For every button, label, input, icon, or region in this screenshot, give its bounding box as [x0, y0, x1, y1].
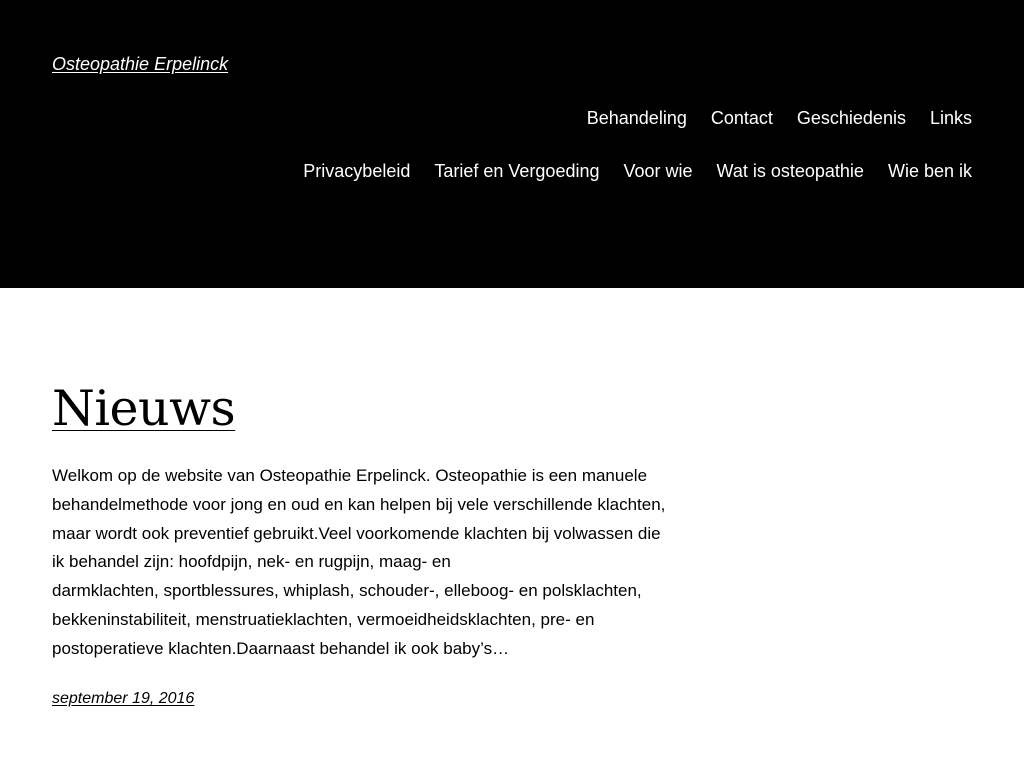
nav-item-behandeling	[587, 106, 687, 130]
nav-link-contact[interactable]: Contact	[710, 108, 773, 128]
site-header	[0, 0, 1024, 288]
nav-link-wie-ben-ik[interactable]: Wie ben ik	[887, 161, 972, 181]
nav-item-geschiedenis	[797, 106, 906, 130]
nav-link-geschiedenis[interactable]: Geschiedenis	[796, 108, 906, 128]
excerpt-line: Welkom op de website van Osteopathie Erpelinck. Osteopathie is een manuele	[52, 466, 648, 485]
main-navigation-row-1	[587, 106, 972, 130]
site-title-link[interactable]: Osteopathie Erpelinck	[52, 54, 229, 74]
nav-link-behandeling[interactable]: Behandeling	[586, 108, 687, 128]
nav-link-links[interactable]: Links	[929, 108, 972, 128]
excerpt-line: darmklachten, sportblessures, whiplash, schouder-, elleboog- en polsklachten,	[52, 581, 642, 601]
nav-item-links	[930, 106, 972, 130]
nav-link-privacybeleid[interactable]: Privacybeleid	[303, 161, 411, 181]
excerpt-line: bekkeninstabiliteit, menstruatieklachten, vermoeidheidsklachten, pre- en	[52, 609, 595, 629]
nav-item-voor-wie	[623, 159, 692, 183]
nav-item-wat-is-osteopathie	[717, 159, 864, 183]
post-title-link[interactable]: Nieuws	[52, 380, 236, 437]
nav-item-wie-ben-ik	[888, 159, 972, 183]
main-content	[52, 288, 712, 768]
nav-item-privacybeleid	[303, 159, 410, 183]
nav-link-tarief-en-vergoeding[interactable]: Tarief en Vergoeding	[434, 161, 600, 181]
post-excerpt	[52, 462, 712, 664]
excerpt-line: postoperatieve klachten.Daarnaast behandel ik ook baby’s…	[52, 638, 510, 658]
nav-item-tarief-en-vergoeding	[434, 159, 599, 183]
excerpt-line: ik behandel zijn: hoofdpijn, nek- en rugpijn, maag- en	[52, 552, 451, 572]
excerpt-line: maar wordt ook preventief gebruikt.Veel voorkomende klachten bij volwassen die	[52, 523, 661, 543]
main-navigation-row-2	[303, 159, 972, 183]
post-date-link[interactable]: september 19, 2016	[52, 690, 195, 707]
nav-item-contact	[711, 106, 773, 130]
nav-link-voor-wie[interactable]: Voor wie	[623, 161, 693, 181]
excerpt-line: behandelmethode voor jong en oud en kan helpen bij vele verschillende klachten,	[52, 494, 666, 514]
nav-link-wat-is-osteopathie[interactable]: Wat is osteopathie	[716, 161, 864, 181]
